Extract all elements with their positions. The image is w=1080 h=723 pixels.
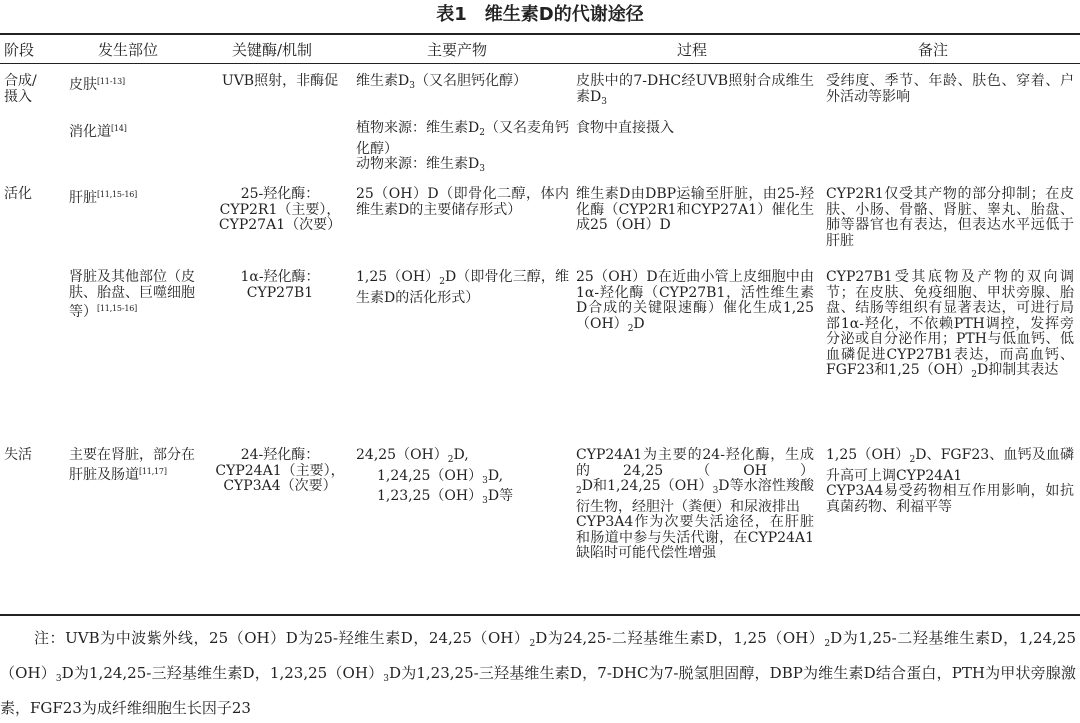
row4-notes: CYP27B1受其底物及产物的双向调节；在皮肤、免疫细胞、甲状旁腺、胎盘、结肠等组织有显著表达，可进行局部1α-羟化，不依赖PTH调控，发挥旁分泌或自分泌作用；PTH与低血钙、低血磷促进CYP27B1表达，而高血钙、FGF23和$1,25(OH)_2D$抑制其表达 [826, 269, 1074, 380]
header-enzyme: 关键酶/机制 [232, 41, 313, 59]
header-notes: 备注 [918, 41, 949, 59]
header-stage: 阶段 [4, 41, 35, 59]
row2-process: 食物中直接摄入 [576, 120, 674, 136]
table-top-rule [0, 33, 1080, 35]
row3-stage: 活化 [4, 186, 32, 202]
row1-notes: 受纬度、季节、年龄、肤色、穿着、户外活动等影响 [826, 73, 1074, 105]
row4-site: 肾脏及其他部位（皮肤、胎盘、巨噬细胞等）[11,15-16] [69, 269, 195, 320]
header-site: 发生部位 [98, 41, 159, 59]
header-product: 主要产物 [427, 41, 488, 59]
table-number: 表1 [436, 4, 467, 25]
row5-enzyme: 24-羟化酶：CYP24A1（主要），CYP3A4（次要） [215, 447, 345, 494]
table-bottom-rule [0, 614, 1080, 616]
row1-process: 皮肤中的7-DHC经UVB照射合成维生素$D_3$ [576, 73, 814, 107]
row4-product: $1,25(OH)_2D$（即骨化三醇，维生素D的活化形式） [356, 269, 569, 306]
row3-product: 25（OH）D（即骨化二醇，体内维生素D的主要储存形式） [356, 186, 569, 218]
row2-site: 消化道[14] [69, 124, 127, 140]
row1-product: 维生素$D_3$（又名胆钙化醇） [356, 73, 527, 91]
row3-notes: CYP2R1仅受其产物的部分抑制；在皮肤、小肠、骨骼、肾脏、睾丸、胎盘、肺等器官也有表达，但表达水平远低于肝脏 [826, 186, 1074, 249]
row5-site: 主要在肾脏，部分在肝脏及肠道[11,17] [69, 447, 195, 483]
row1-site: 皮肤[11-13] [69, 77, 125, 93]
row1-enzyme: UVB照射，非酶促 [221, 73, 339, 89]
row3-enzyme: 25-羟化酶：CYP2R1（主要），CYP27A1（次要） [218, 186, 342, 233]
table-caption: 维生素D的代谢途径 [484, 4, 644, 25]
row4-enzyme: 1α-羟化酶：CYP27B1 [240, 269, 320, 301]
row5-stage: 失活 [4, 447, 32, 463]
row5-process: CYP24A1为主要的24-羟化酶，生成的$24,25(OH)_2D$和$1,24,25(OH)_3D$等水溶性羧酸衍生物，经胆汁（粪便）和尿液排出 CYP3A4作为次要失活途径，在肝脏和肠道中参与失活代谢，在CYP24A1缺陷时可能代偿性增强 [576, 447, 814, 561]
table-title [0, 3, 1080, 27]
row3-process: 维生素D由DBP运输至肝脏，由25-羟化酶（CYP2R1和CYP27A1）催化生成25（OH）D [576, 186, 814, 233]
row4-process: 25（OH）D在近曲小管上皮细胞中由1α-羟化酶（CYP27B1，活性维生素D合成的关键限速酶）催化生成$1,25(OH)_2D$ [576, 269, 814, 334]
row3-site: 肝脏[11,15-16] [69, 190, 138, 206]
header-process: 过程 [677, 41, 708, 59]
row1-stage: 合成/摄入 [4, 73, 37, 105]
row5-product: $24,25(OH)_2D$, $1,24,25(OH)_3D$, $1,23,25(OH)_3D$等 [356, 447, 514, 506]
row2-product: 植物来源：维生素$D_2$（又名麦角钙化醇） 动物来源：维生素$D_3$ [356, 120, 569, 174]
table-footnote: 注：UVB为中波紫外线，25（OH）D为25-羟维生素D，$24,25(OH)_2D$为24,25-二羟基维生素D，$1,25(OH)_2D$为1,25-二羟基维生素D，$1,24,25(OH)_3D$为1,24,25-三羟基维生素D，$1,23,25(OH)_3D$为1,23,25-三羟基维生素D，7-DHC为7-脱氢胆固醇，DBP为维生素D结合蛋白，PTH为甲状旁腺激素，FGF23为成纤维细胞生长因子23 [0, 629, 1076, 717]
row5-notes: $1,25(OH)_2D$、FGF23、血钙及血磷升高可上调CYP24A1 CYP3A4易受药物相互作用影响，如抗真菌药物、利福平等 [826, 447, 1075, 515]
header-rule [0, 63, 1080, 64]
